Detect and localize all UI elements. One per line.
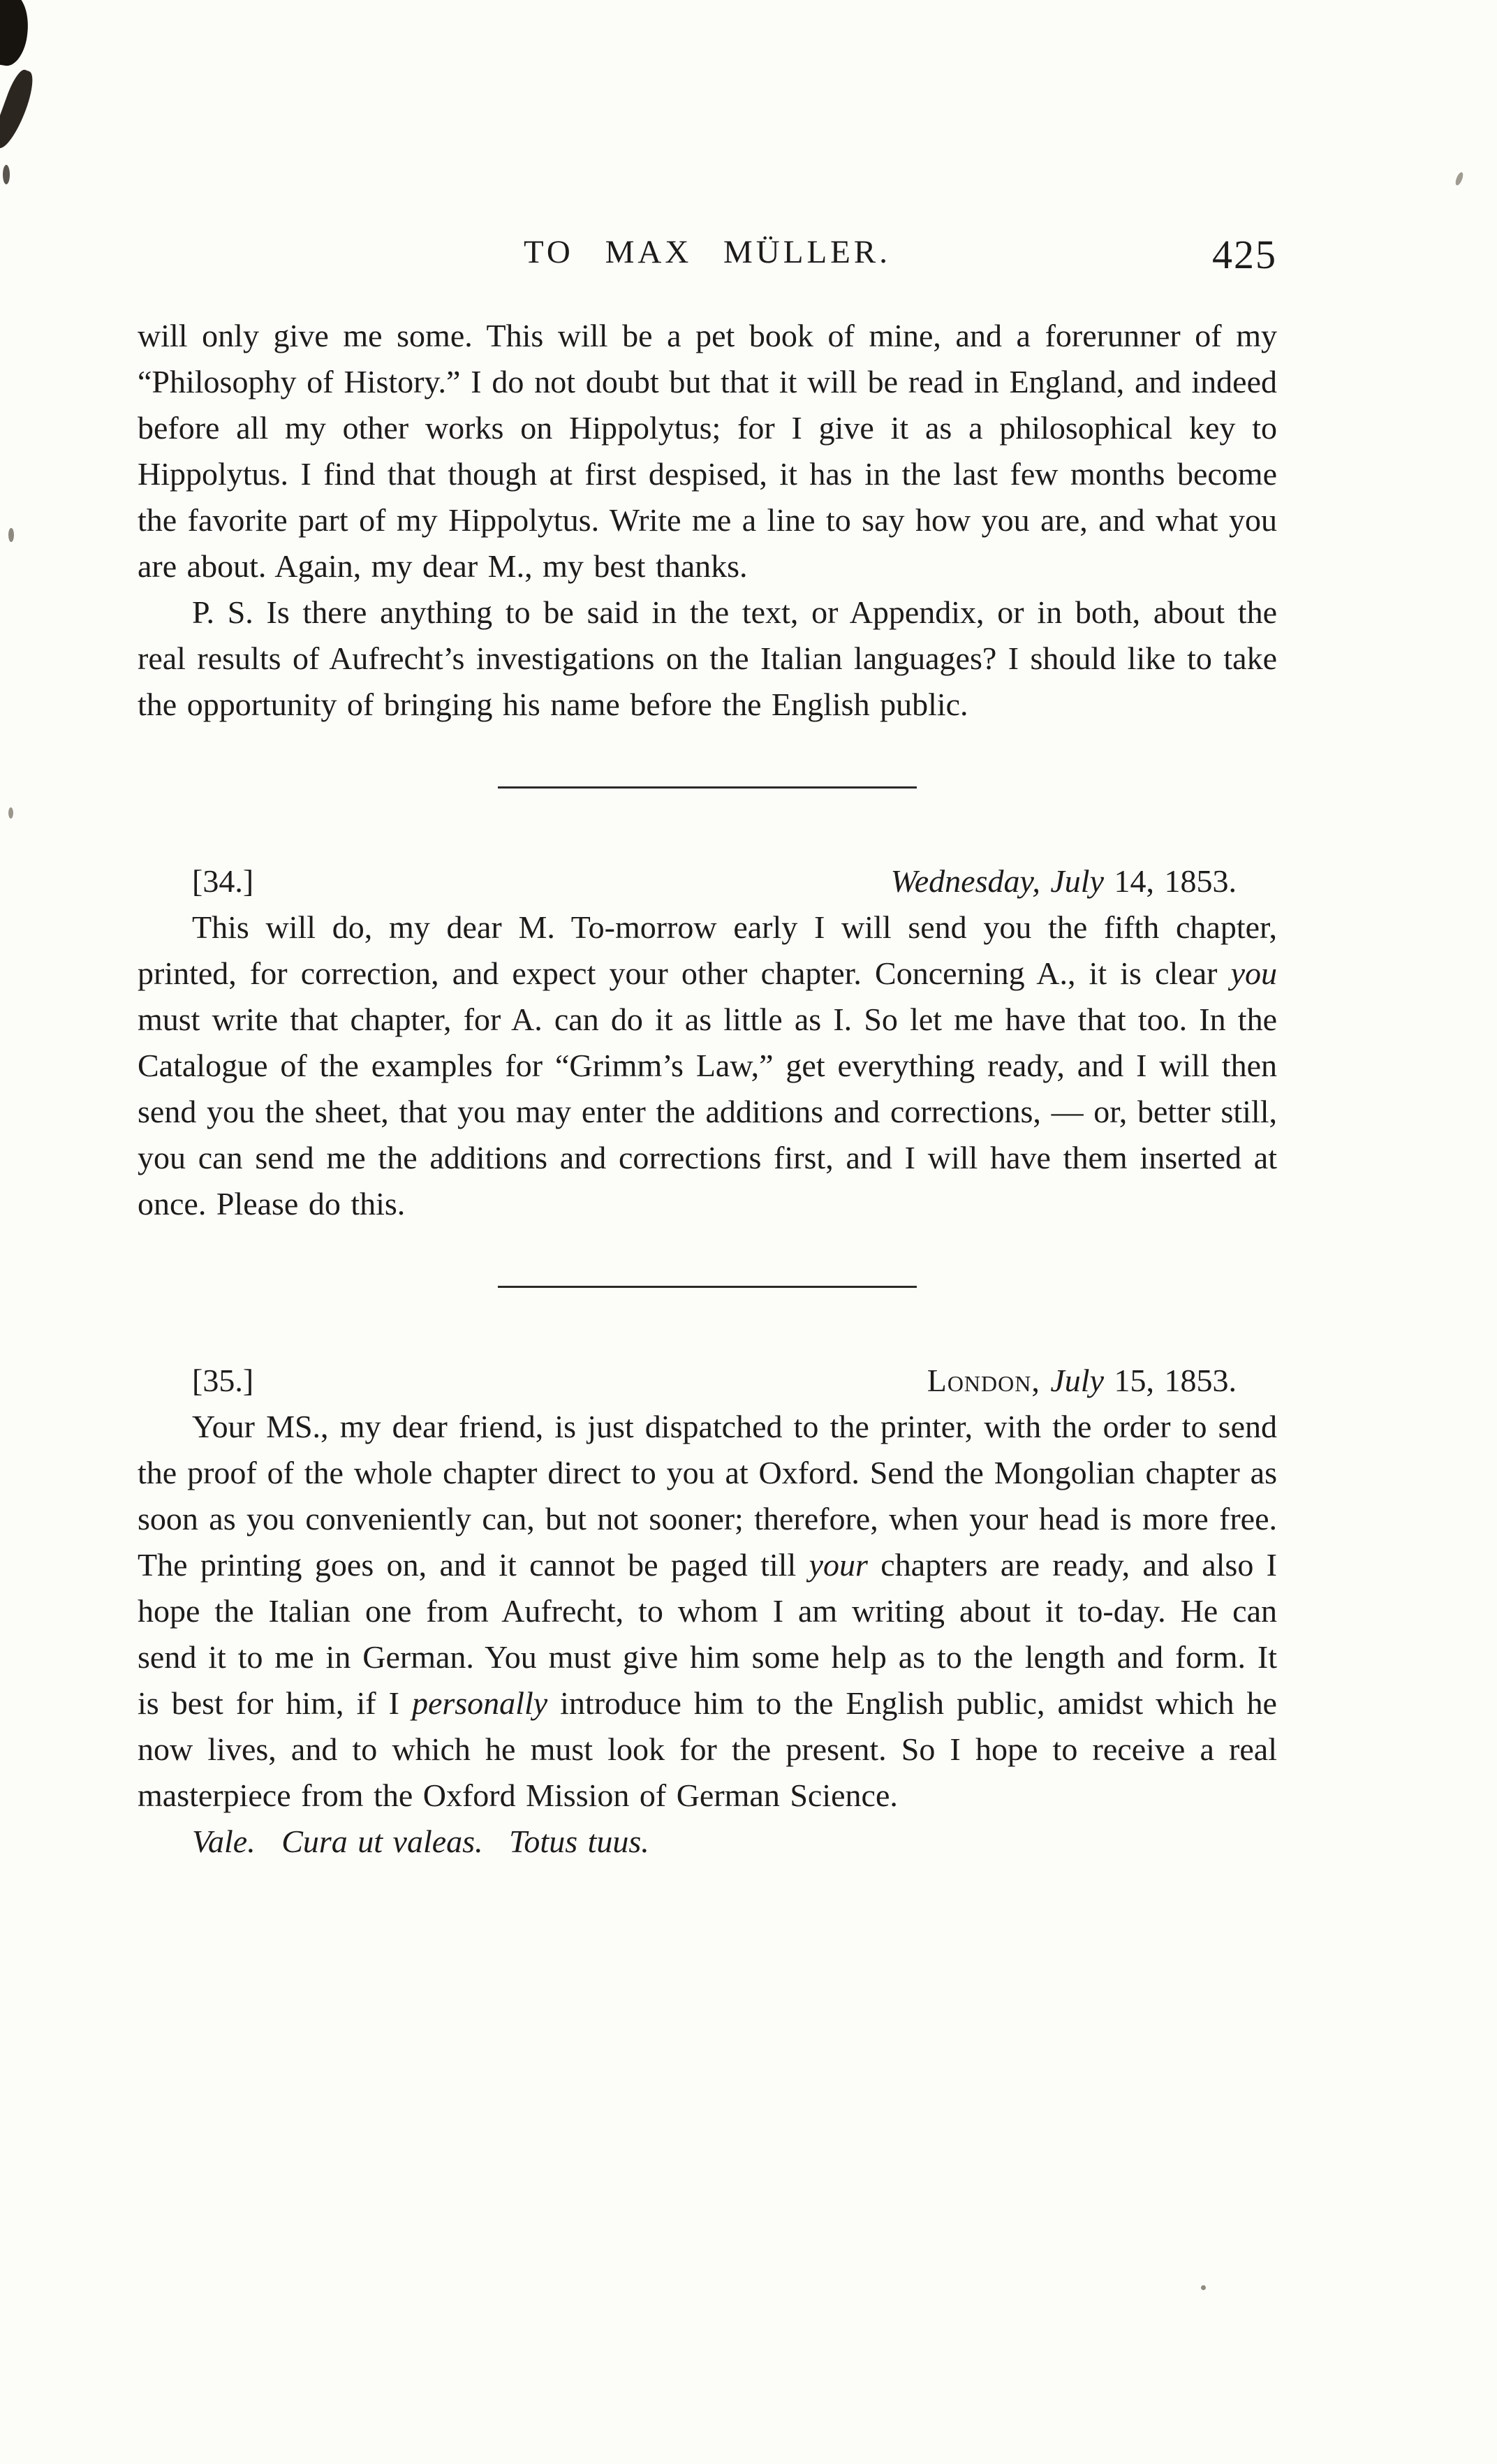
text-segment: will only give me some. This will be a pet book of mine, and a forerunner of my “Philosophy of History.” I do not doubt but that it will be read in England, and indeed before all my other works on Hippolytus; for I give it as a philosophical key to Hippolytus. I find that though at first despised, it has in the last few months become the favorite part of my Hippolytus. Write me a line to say how you are, and what you are about. Again, my dear M., my best thanks.: [138, 318, 1277, 584]
text-segment: P. S. Is there anything to be said in the text, or Appendix, or in both, about the real results of Aufrecht’s investigations on the Italian languages? I should like to take the opportunity of bringing his name before the English public.: [138, 594, 1277, 722]
scan-artifact: [3, 165, 10, 184]
text-segment: London,: [927, 1363, 1040, 1398]
scan-artifact: [0, 67, 38, 152]
letter-number: [35.]: [192, 1363, 254, 1398]
scan-artifact: [1454, 171, 1465, 186]
text-segment: you: [1230, 955, 1277, 991]
scan-artifact: [8, 528, 14, 542]
paragraph: [138, 313, 1277, 589]
section-divider: [498, 1286, 917, 1288]
text-segment: Vale. Cura ut valeas. Totus tuus.: [192, 1824, 649, 1859]
paragraph: [138, 1819, 1277, 1865]
text-segment: personally: [411, 1685, 548, 1721]
paragraph: [138, 904, 1277, 1227]
letter-dateline: [891, 858, 1237, 904]
text-segment: July: [1050, 1363, 1104, 1398]
page-number: 425: [1212, 232, 1277, 277]
scan-artifact: [0, 0, 34, 68]
section-divider: [498, 786, 917, 789]
running-title: TO MAX MÜLLER.: [524, 234, 891, 270]
text-segment: [1040, 1363, 1051, 1398]
page-header: [138, 222, 1277, 277]
paragraph: [138, 589, 1277, 728]
letter-number: [34.]: [192, 863, 254, 899]
scan-artifact: [1201, 2285, 1206, 2290]
text-segment: Your MS., my dear friend, is just dispatched to the printer, with the order to send the proof of the whole chapter direct to you at Oxford. Send the Mongolian chapter as soon as you conveniently can, but not sooner; therefore, when your head is more free. The printing goes on, and it cannot be paged till: [138, 1409, 1277, 1583]
paragraph: [138, 1404, 1277, 1819]
text-segment: 15, 1853.: [1104, 1363, 1237, 1398]
text-segment: This will do, my dear M. To-morrow early I will send you the fifth chapter, printed, for correction, and expect your other chapter. Concerning A., it is clear: [138, 909, 1277, 991]
text-segment: Wednesday, July: [890, 863, 1104, 899]
text-segment: your: [809, 1547, 868, 1583]
letter-dateline: [927, 1358, 1237, 1404]
scan-artifact: [8, 807, 13, 819]
text-segment: 14, 1853.: [1104, 863, 1237, 899]
text-segment: chapters are ready, and also I hope the Italian one from Aufrecht, to whom I am writing about it to-day. He can send it to me in German. You must give him some help as to the length and form. It is best for him, if I: [138, 1547, 1277, 1721]
letter-heading: [138, 858, 1277, 904]
text-segment: must write that chapter, for A. can do it as little as I. So let me have that too. In the Catalogue of the examples for “Grimm’s Law,” get everything ready, and I will then send you the sheet, that you may enter the additions and corrections, — or, better still, you can send me the additions and corrections first, and I will have them inserted at once. Please do this.: [138, 1002, 1277, 1222]
letter-heading: [138, 1358, 1277, 1404]
page-body: [138, 313, 1277, 1865]
text-segment: introduce him to the English public, amidst which he now lives, and to which he must look for the present. So I hope to receive a real masterpiece from the Oxford Mission of German Science.: [138, 1685, 1277, 1813]
